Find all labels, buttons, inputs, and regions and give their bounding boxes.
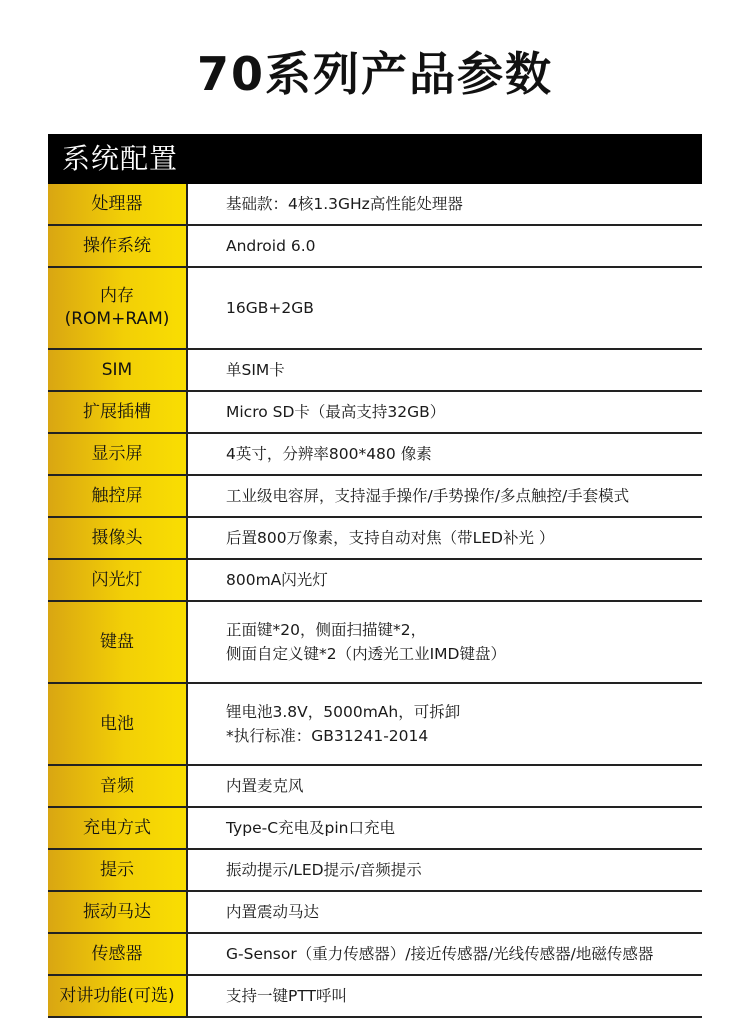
spec-label: 振动马达 <box>48 892 188 932</box>
spec-value-line: 16GB+2GB <box>226 299 314 317</box>
spec-value <box>188 392 702 432</box>
spec-value-line: 4英寸，分辨率800*480 像素 <box>226 445 432 463</box>
section-header: 系统配置 <box>48 134 702 184</box>
spec-value <box>188 518 702 558</box>
spec-value-line: Type-C充电及pin口充电 <box>226 819 395 837</box>
spec-value-line: 振动提示/LED提示/音频提示 <box>226 861 422 879</box>
spec-row <box>48 350 702 392</box>
spec-label: 内存 (ROM+RAM) <box>48 268 188 348</box>
spec-label: 键盘 <box>48 602 188 682</box>
spec-row <box>48 226 702 268</box>
spec-value <box>188 892 702 932</box>
spec-row <box>48 560 702 602</box>
spec-row <box>48 976 702 1018</box>
spec-value <box>188 184 702 224</box>
spec-value-line: 内置麦克风 <box>226 777 304 795</box>
spec-label: 扩展插槽 <box>48 392 188 432</box>
spec-value-line: G-Sensor（重力传感器）/接近传感器/光线传感器/地磁传感器 <box>226 945 654 963</box>
spec-value-line: 后置800万像素，支持自动对焦（带LED补光 ） <box>226 529 555 547</box>
spec-value-line: 侧面自定义键*2（内透光工业IMD键盘） <box>226 645 506 663</box>
spec-label: 电池 <box>48 684 188 764</box>
spec-value <box>188 350 702 390</box>
spec-label: 摄像头 <box>48 518 188 558</box>
spec-value <box>188 434 702 474</box>
spec-row <box>48 518 702 560</box>
spec-label: 触控屏 <box>48 476 188 516</box>
spec-value <box>188 976 702 1016</box>
spec-value <box>188 808 702 848</box>
spec-label: 操作系统 <box>48 226 188 266</box>
spec-row <box>48 392 702 434</box>
spec-label: 对讲功能(可选) <box>48 976 188 1016</box>
spec-table <box>48 134 702 1018</box>
spec-value-line: 支持一键PTT呼叫 <box>226 987 348 1005</box>
spec-value-line: Micro SD卡（最高支持32GB） <box>226 403 446 421</box>
spec-value-line: 内置震动马达 <box>226 903 320 921</box>
spec-label: 处理器 <box>48 184 188 224</box>
spec-value <box>188 226 702 266</box>
spec-value-line: Android 6.0 <box>226 237 316 255</box>
spec-label: 闪光灯 <box>48 560 188 600</box>
spec-value-line: 800mA闪光灯 <box>226 571 328 589</box>
spec-row <box>48 434 702 476</box>
spec-value <box>188 684 702 764</box>
spec-value <box>188 934 702 974</box>
spec-rows <box>48 184 702 1018</box>
spec-row <box>48 808 702 850</box>
spec-value-line: 正面键*20，侧面扫描键*2， <box>226 621 427 639</box>
spec-value <box>188 850 702 890</box>
spec-value-line: 基础款：4核1.3GHz高性能处理器 <box>226 195 463 213</box>
spec-label: 充电方式 <box>48 808 188 848</box>
spec-value-line: 工业级电容屏，支持湿手操作/手势操作/多点触控/手套模式 <box>226 487 630 505</box>
spec-row <box>48 602 702 684</box>
page-title: 70系列产品参数 <box>196 47 553 101</box>
spec-row <box>48 268 702 350</box>
spec-label: 显示屏 <box>48 434 188 474</box>
spec-label: SIM <box>48 350 188 390</box>
spec-value-line: 锂电池3.8V，5000mAh，可拆卸 <box>226 703 461 721</box>
spec-row <box>48 684 702 766</box>
spec-row <box>48 766 702 808</box>
spec-value-line: *执行标准：GB31241-2014 <box>226 727 429 745</box>
spec-label: 传感器 <box>48 934 188 974</box>
spec-label: 提示 <box>48 850 188 890</box>
spec-value <box>188 602 702 682</box>
spec-row <box>48 850 702 892</box>
spec-value <box>188 476 702 516</box>
spec-row <box>48 892 702 934</box>
spec-label: 音频 <box>48 766 188 806</box>
spec-value <box>188 268 702 348</box>
spec-value <box>188 560 702 600</box>
spec-row <box>48 476 702 518</box>
spec-value <box>188 766 702 806</box>
spec-row <box>48 934 702 976</box>
spec-value-line: 单SIM卡 <box>226 361 285 379</box>
spec-row <box>48 184 702 226</box>
